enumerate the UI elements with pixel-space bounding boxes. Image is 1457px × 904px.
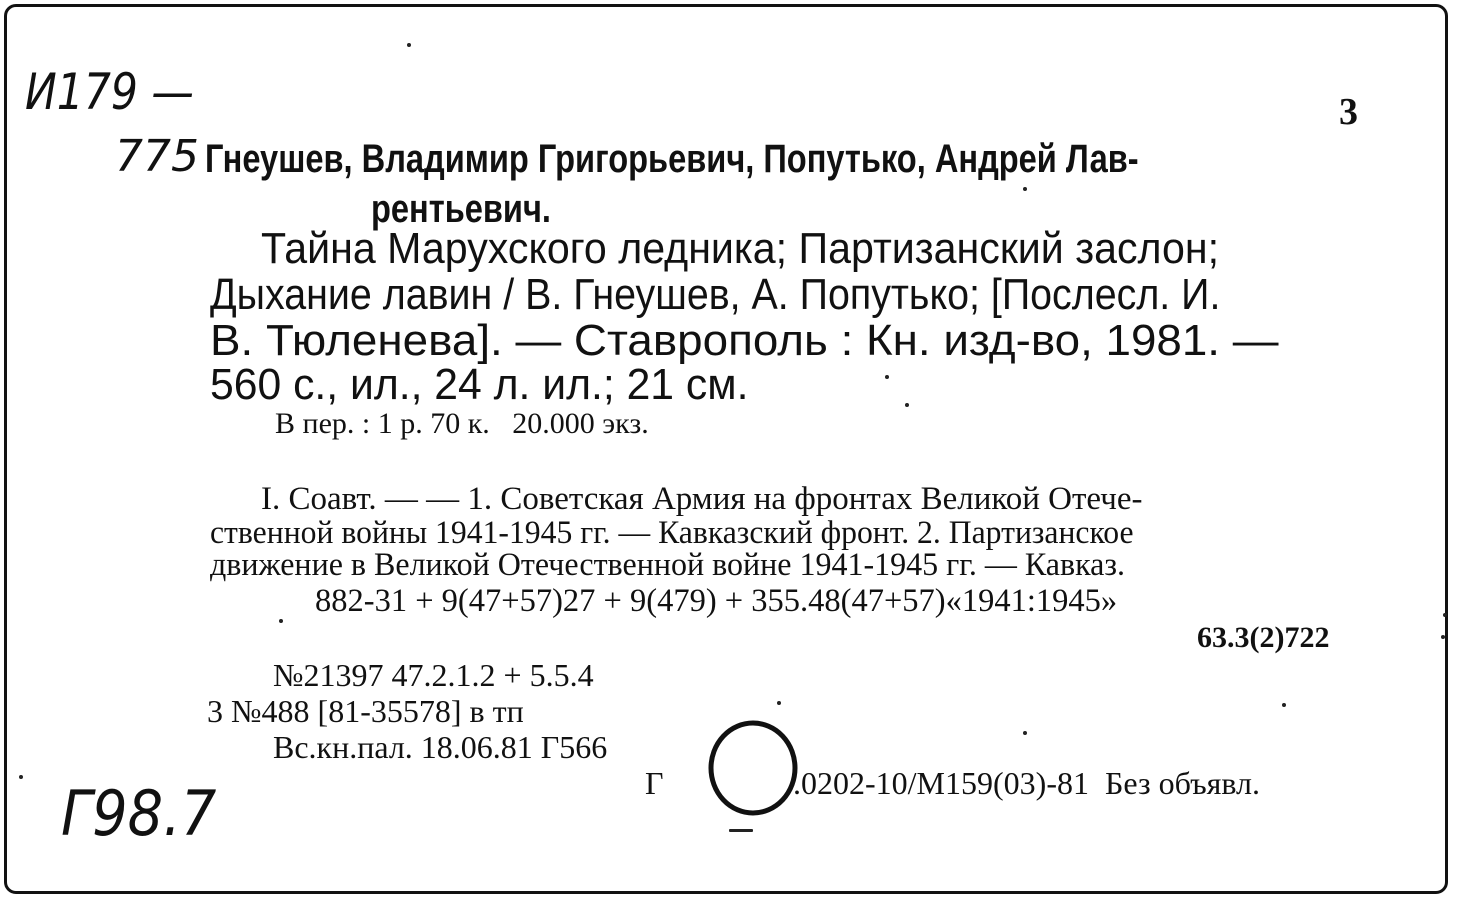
- footer-code: .0202-10/М159(03)-81 Без объявл.: [793, 765, 1260, 801]
- scan-speck: [1023, 187, 1027, 191]
- scan-speck: [1023, 731, 1027, 735]
- number-line-1: №21397 47.2.1.2 + 5.5.4: [273, 657, 594, 693]
- subject-line-2: ственной войны 1941-1945 гг. — Кавказский фронт. 2. Партизанское: [210, 515, 1134, 551]
- subject-line-3: движение в Великой Отечественной войне 1941-1945 гг. — Кавказ.: [210, 547, 1126, 583]
- scan-speck: [1282, 703, 1286, 707]
- price-line: В пер. : 1 р. 70 к. 20.000 экз.: [275, 407, 649, 440]
- scan-speck: [1443, 613, 1447, 617]
- body-line-1: Тайна Марухского ледника; Партизанский заслон;: [261, 224, 1220, 273]
- bbk-code: 63.3(2)722: [1197, 621, 1330, 654]
- handwritten-shelfmark-top: И179 —: [25, 63, 194, 121]
- handwritten-shelfmark-sub: 775: [115, 131, 199, 182]
- scan-speck: [407, 43, 411, 47]
- page-number: 3: [1339, 91, 1358, 133]
- classification-line: 882-31 + 9(47+57)27 + 9(479) + 355.48(47+57)«1941:1945»: [315, 583, 1118, 619]
- hand-drawn-circle: [703, 715, 803, 821]
- number-line-3: Вс.кн.пал. 18.06.81 Г566: [273, 729, 608, 765]
- ink-dash: [729, 829, 753, 832]
- heading-line-1: Гнеушев, Владимир Григорьевич, Попутько, Андрей Лав-: [205, 137, 1139, 181]
- footer-letter: Г: [645, 765, 664, 801]
- body-line-2: Дыхание лавин / В. Гнеушев, А. Попутько; [Послесл. И.: [210, 270, 1221, 319]
- number-line-2: 3 №488 [81-35578] в тп: [207, 693, 524, 729]
- scan-speck: [885, 375, 889, 379]
- scan-speck: [777, 701, 781, 705]
- catalog-card: [4, 4, 1448, 894]
- handwritten-bottom-mark: Г98.7: [61, 777, 217, 850]
- scan-speck: [19, 775, 23, 779]
- body-line-3: В. Тюленева]. — Ставрополь : Кн. изд-во, 1981. —: [210, 316, 1279, 365]
- heading-line-2: рентьевич.: [371, 187, 551, 231]
- subject-line-1: I. Соавт. — — 1. Советская Армия на фронтах Великой Отече-: [261, 481, 1143, 517]
- scan-speck: [1441, 635, 1445, 639]
- scan-speck: [905, 403, 909, 407]
- body-line-4: 560 с., ил., 24 л. ил.; 21 см.: [210, 360, 749, 409]
- scan-speck: [279, 619, 283, 623]
